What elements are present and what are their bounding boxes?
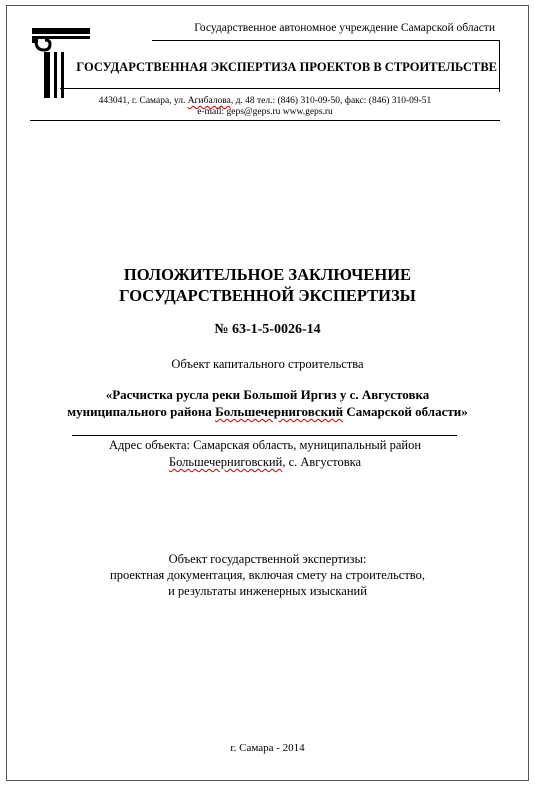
object-district-name: Большечерниговский [215,404,344,419]
address-district-name: Большечерниговский [168,455,283,469]
address-street: Агибалова [187,96,231,106]
document-number: № 63-1-5-0026-14 [214,322,321,337]
header-frame-bottom [60,88,500,89]
expertise-object-line2: проектная документация, включая смету на строительство, [110,568,425,582]
expertise-object-line1: Объект государственной экспертизы: [168,552,367,566]
header-frame-top [152,40,500,41]
org-type-text: Государственное автономное учреждение Самарской области [194,22,495,34]
org-contacts: e-mail: geps@geps.ru www.geps.ru [197,107,333,117]
org-address: 443041, г. Самара, ул. Агибалова, д. 48 тел.: (846) 310-09-50, факс: (846) 310-09-51 [98,96,432,106]
header-divider [30,120,500,121]
header-frame-right [499,40,500,92]
document-footer: г. Самара - 2014 [230,742,305,754]
document-title-line1: ПОЛОЖИТЕЛЬНОЕ ЗАКЛЮЧЕНИЕ [123,265,412,284]
object-label: Объект капитального строительства [171,357,364,371]
object-name-line1: «Расчистка русла реки Большой Иргиз у с. Августовка [105,387,430,402]
address-divider [72,435,457,436]
expertise-object-line3: и результаты инженерных изысканий [168,584,367,598]
object-address-line1: Адрес объекта: Самарская область, муниципальный район [108,438,422,452]
object-name-line2: муниципального района Большечерниговский Самарской области» [67,404,468,419]
object-address-line2: Большечерниговский, с. Августовка [168,455,362,469]
org-name-text: ГОСУДАРСТВЕННАЯ ЭКСПЕРТИЗА ПРОЕКТОВ В СТРОИТЕЛЬСТВЕ [76,60,497,74]
document-title-line2: ГОСУДАРСТВЕННОЙ ЭКСПЕРТИЗЫ [119,286,416,305]
